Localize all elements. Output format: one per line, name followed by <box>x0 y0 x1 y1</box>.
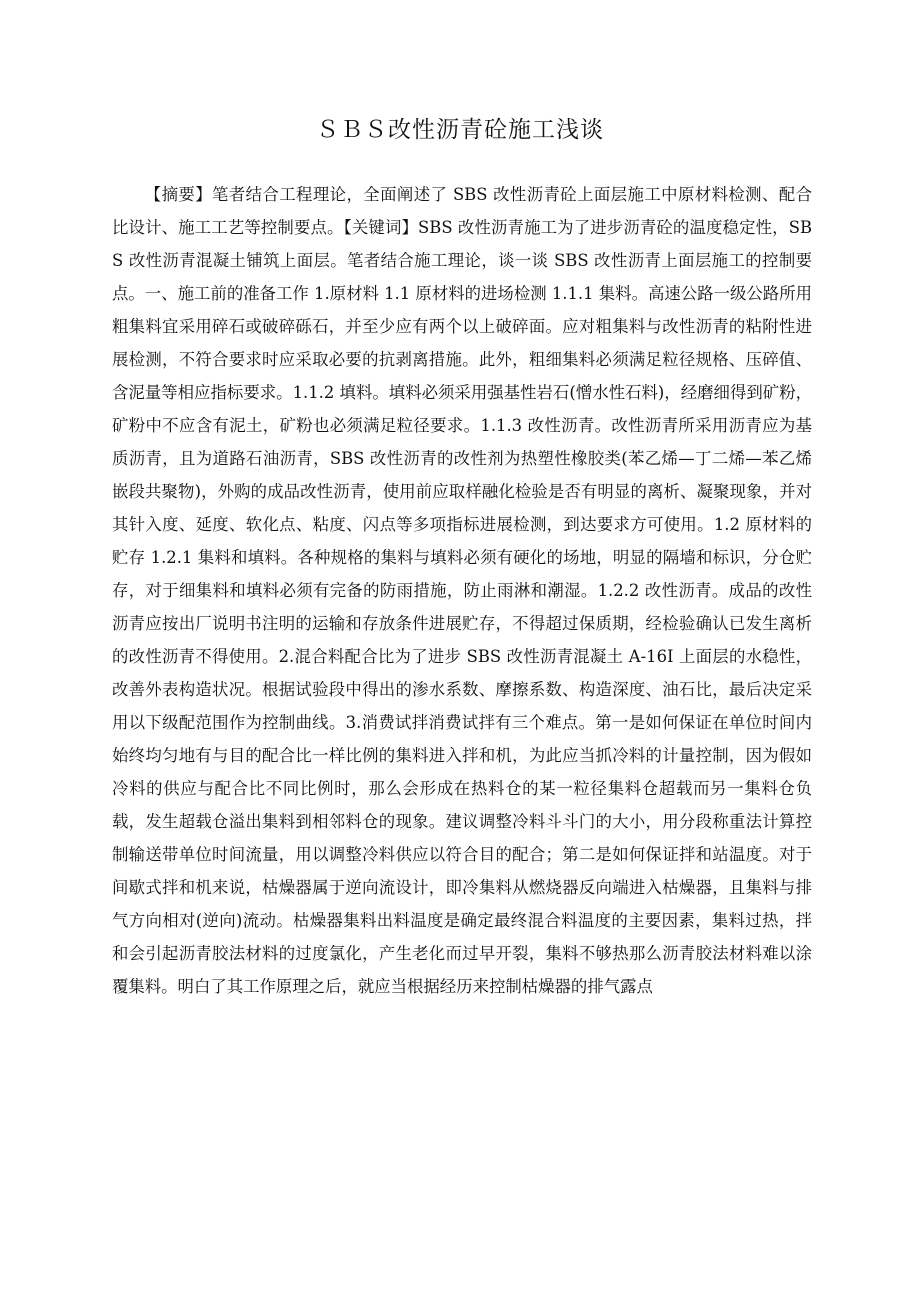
document-title: ＳＢＳ改性沥青砼施工浅谈 <box>316 117 604 143</box>
body-paragraph: 【摘要】笔者结合工程理论，全面阐述了 SBS 改性沥青砼上面层施工中原材料检测、配合比设计、施工工艺等控制要点。【关键词】SBS 改性沥青施工为了进步沥青砼的温度稳定性，SBS 改性沥青混凝土铺筑上面层。笔者结合施工理论，谈一谈 SBS 改性沥青上面层施工的控制要点。一、施工前的准备工作 1.原材料 1.1 原材料的进场检测 1.1.1 集料。高速公路一级公路所用粗集料宜采用碎石或破碎砾石，并至少应有两个以上破碎面。应对粗集料与改性沥青的粘附性进展检测，不符合要求时应采取必要的抗剥离措施。此外，粗细集料必须满足粒径规格、压碎值、含泥量等相应指标要求。1.1.2 填料。填料必须采用强基性岩石(憎水性石料)，经磨细得到矿粉，矿粉中不应含有泥土，矿粉也必须满足粒径要求。1.1.3 改性沥青。改性沥青所采用沥青应为基质沥青，且为道路石油沥青，SBS 改性沥青的改性剂为热塑性橡胶类(苯乙烯—丁二烯—苯乙烯嵌段共聚物)，外购的成品改性沥青，使用前应取样融化检验是否有明显的离析、凝聚现象，并对其针入度、延度、软化点、粘度、闪点等多项指标进展检测，到达要求方可使用。1.2 原材料的贮存 1.2.1 集料和填料。各种规格的集料与填料必须有硬化的场地，明显的隔墙和标识，分仓贮存，对于细集料和填料必须有完备的防雨措施，防止雨淋和潮湿。1.2.2 改性沥青。成品的改性沥青应按出厂说明书注明的运输和存放条件进展贮存，不得超过保质期，经检验确认已发生离析的改性沥青不得使用。2.混合料配合比为了进步 SBS 改性沥青混凝土 A-16I 上面层的水稳性，改善外表构造状况。根据试验段中得出的渗水系数、摩擦系数、构造深度、油石比，最后决定采用以下级配范围作为控制曲线。3.消费试拌消费试拌有三个难点。第一是如何保证在单位时间内始终均匀地有与目的配合比一样比例的集料进入拌和机，为此应当抓冷料的计量控制，因为假如冷料的供应与配合比不同比例时，那么会形成在热料仓的某一粒径集料仓超载而另一集料仓负载，发生超载仓溢出集料到相邻料仓的现象。建议调整冷料斗斗门的大小，用分段称重法计算控制输送带单位时间流量，用以调整冷料供应以符合目的配合；第二是如何保证拌和站温度。对于间歇式拌和机来说，枯燥器属于逆向流设计，即冷集料从燃烧器反向端进入枯燥器，且集料与排气方向相对(逆向)流动。枯燥器集料出料温度是确定最终混合料温度的主要因素，集料过热，拌和会引起沥青胶法材料的过度氯化，产生老化而过早开裂，集料不够热那么沥青胶法材料难以涂覆集料。明白了其工作原理之后，就应当根据经历来控制枯燥器的排气露点 <box>112 185 812 996</box>
